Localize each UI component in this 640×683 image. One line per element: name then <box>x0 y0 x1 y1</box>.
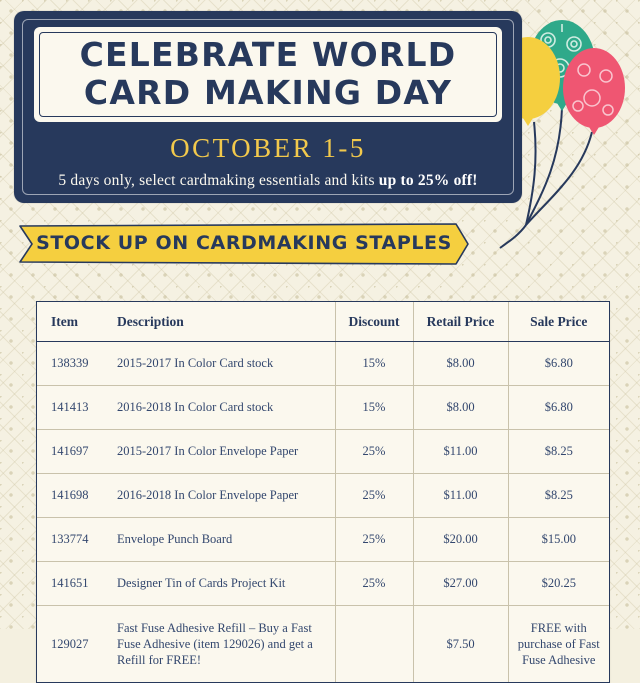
cell-item: 129027 <box>51 636 89 651</box>
pricing-table <box>37 302 609 682</box>
column-header-discount: Discount <box>335 302 413 342</box>
cell-item: 141651 <box>37 562 103 606</box>
section-ribbon <box>18 222 470 266</box>
column-header-description: Description <box>103 302 335 342</box>
cell-retail-price: $20.00 <box>413 518 508 562</box>
cell-description: 2016-2018 In Color Card stock <box>103 386 335 430</box>
title-line-2: CARD MAKING DAY <box>83 73 453 112</box>
cell-description: 2015-2017 In Color Card stock <box>103 342 335 386</box>
cell-discount: 15% <box>335 386 413 430</box>
header-banner <box>14 11 522 203</box>
cell-sale-price: $6.80 <box>508 386 609 430</box>
cell-discount: 25% <box>335 474 413 518</box>
cell-retail-price: $7.50 <box>413 606 508 683</box>
subline-highlight: up to 25% off! <box>378 172 478 189</box>
ribbon-label: STOCK UP ON CARDMAKING STAPLES <box>36 232 452 254</box>
cell-retail-price: $8.00 <box>413 386 508 430</box>
cell-retail-price: $8.00 <box>413 342 508 386</box>
cell-discount: 25% <box>335 430 413 474</box>
cell-item: 141413 <box>37 386 103 430</box>
cell-sale-price: $20.25 <box>508 562 609 606</box>
table-row <box>37 606 609 683</box>
cell-item: 138339 <box>37 342 103 386</box>
cell-retail-price: $27.00 <box>413 562 508 606</box>
cell-discount: 25% <box>335 562 413 606</box>
cell-sale-price: $6.80 <box>508 342 609 386</box>
table-row <box>37 342 609 386</box>
cell-sale-price: $15.00 <box>508 518 609 562</box>
cell-description: 2016-2018 In Color Envelope Paper <box>103 474 335 518</box>
cell-item: 141697 <box>37 430 103 474</box>
cell-retail-price: $11.00 <box>413 430 508 474</box>
table-row <box>37 474 609 518</box>
cell-description: 2015-2017 In Color Envelope Paper <box>103 430 335 474</box>
table-header-row <box>37 302 609 342</box>
table-row <box>37 386 609 430</box>
table-row <box>37 562 609 606</box>
cell-discount: 25% <box>335 518 413 562</box>
cell-retail-price: $11.00 <box>413 474 508 518</box>
promo-subline <box>14 172 522 190</box>
cell-sale-price: $8.25 <box>508 474 609 518</box>
title-plate <box>34 27 502 122</box>
cell-item: 141698 <box>37 474 103 518</box>
table-row <box>37 518 609 562</box>
cell-discount <box>335 606 413 683</box>
cell-description: Envelope Punch Board <box>103 518 335 562</box>
cell-sale-price: $8.25 <box>508 430 609 474</box>
column-header-sale-price: Sale Price <box>508 302 609 342</box>
cell-description: Fast Fuse Adhesive Refill – Buy a Fast Fuse Adhesive (item 129026) and get a Refill for FREE! <box>117 621 313 667</box>
cell-sale-price: FREE with purchase of Fast Fuse Adhesive <box>508 606 609 683</box>
title-line-1: CELEBRATE WORLD <box>79 35 457 74</box>
pricing-table-card <box>36 301 610 683</box>
column-header-item: Item <box>37 302 103 342</box>
table-row <box>37 430 609 474</box>
column-header-retail-price: Retail Price <box>413 302 508 342</box>
promo-dates: OCTOBER 1-5 <box>170 133 366 163</box>
cell-item: 133774 <box>37 518 103 562</box>
cell-description: Designer Tin of Cards Project Kit <box>103 562 335 606</box>
cell-discount: 15% <box>335 342 413 386</box>
page-title <box>34 36 502 112</box>
subline-prefix: 5 days only, select cardmaking essentials and kits <box>58 172 379 189</box>
